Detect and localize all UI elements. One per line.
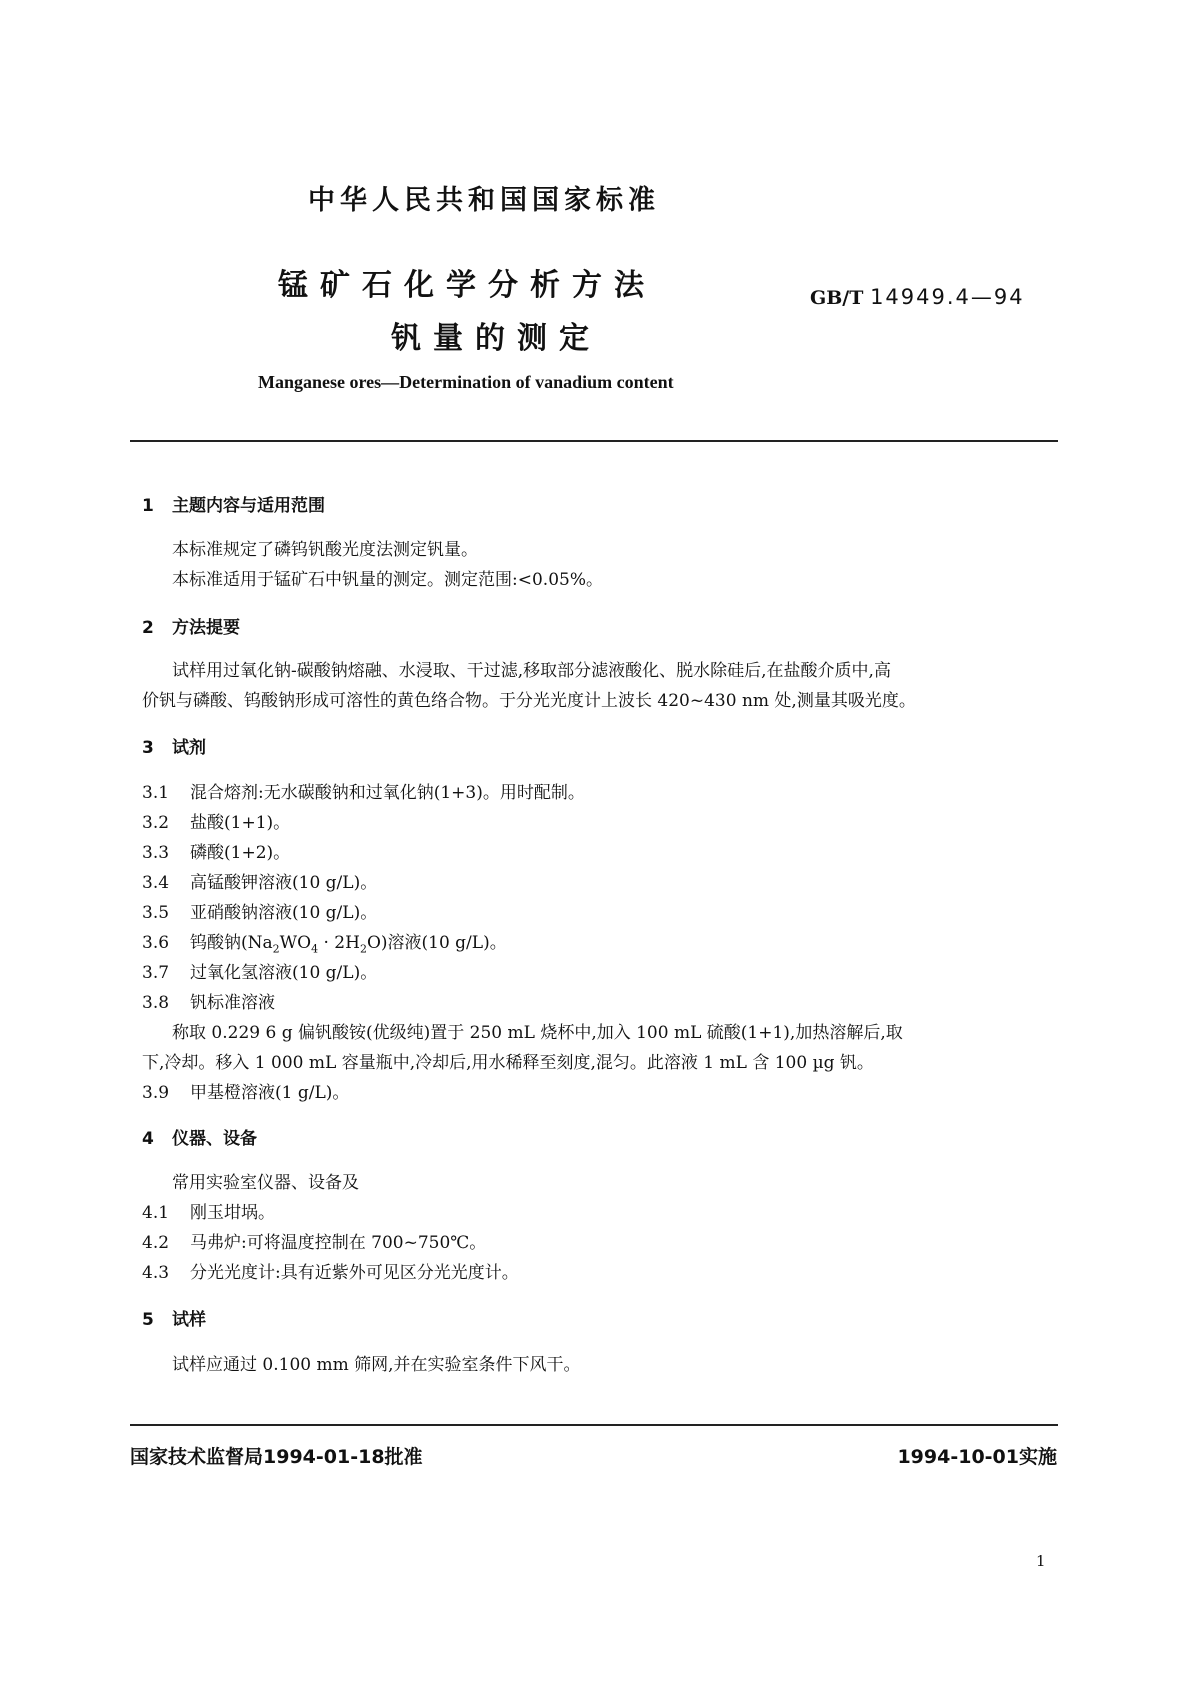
reagent-item-text: 混合熔剂:无水碳酸钠和过氧化钠(1+3)。用时配制。 xyxy=(190,783,585,803)
reagent-item-text: 过氧化氢溶液(10 g/L)。 xyxy=(190,963,378,983)
reagent-item xyxy=(142,988,275,1013)
section-5-title: 试样 xyxy=(172,1310,206,1330)
reagent-item xyxy=(142,898,377,923)
section-1-heading xyxy=(142,491,325,516)
country-standard-heading: 中华人民共和国国家标准 xyxy=(308,185,660,216)
section-2-heading xyxy=(142,613,240,638)
section-2-number: 2 xyxy=(142,618,154,638)
reagent-item-number: 3.4 xyxy=(142,873,170,893)
equipment-item-text: 马弗炉:可将温度控制在 700~750℃。 xyxy=(190,1233,487,1253)
reagent-item-text: 高锰酸钾溶液(10 g/L)。 xyxy=(190,873,378,893)
reagent-item-text xyxy=(190,933,507,956)
reagent-item-text: 甲基橙溶液(1 g/L)。 xyxy=(190,1083,350,1103)
reagent-item xyxy=(142,868,377,893)
formula-part: O)溶液(10 g/L)。 xyxy=(366,933,507,953)
reagent-item-number: 3.9 xyxy=(142,1083,170,1103)
reagent-item-number: 3.1 xyxy=(142,783,170,803)
section-4-title: 仪器、设备 xyxy=(172,1129,257,1149)
reagent-item xyxy=(142,928,507,955)
document-subtitle: 钒量的测定 xyxy=(391,321,601,356)
section-5-paragraph: 试样应通过 0.100 mm 筛网,并在实验室条件下风干。 xyxy=(172,1355,581,1375)
formula-subscript: 2 xyxy=(272,942,280,956)
document-title: 锰矿石化学分析方法 xyxy=(278,268,656,303)
section-4-heading xyxy=(142,1124,257,1149)
equipment-item xyxy=(142,1228,486,1253)
section-2-paragraph-line-1: 试样用过氧化钠-碳酸钠熔融、水浸取、干过滤,移取部分滤液酸化、脱水除硅后,在盐酸介质中,高 xyxy=(172,661,891,681)
section-1-paragraph-1: 本标准规定了磷钨钒酸光度法测定钒量。 xyxy=(172,540,478,560)
section-3-number: 3 xyxy=(142,738,154,758)
formula-part: 钨酸钠(Na xyxy=(190,933,273,953)
approval-date: 国家技术监督局1994-01-18批准 xyxy=(130,1446,423,1468)
standard-code-prefix: GB/T xyxy=(810,287,864,309)
standard-code xyxy=(810,285,1025,309)
reagent-item xyxy=(142,958,377,983)
section-2-title: 方法提要 xyxy=(172,618,240,638)
reagent-item-text: 钒标准溶液 xyxy=(190,993,275,1013)
page-number: 1 xyxy=(1036,1552,1046,1570)
reagent-item xyxy=(142,1078,349,1103)
reagent-item-text: 盐酸(1+1)。 xyxy=(190,813,291,833)
equipment-item xyxy=(142,1258,519,1283)
reagent-item-text: 亚硝酸钠溶液(10 g/L)。 xyxy=(190,903,378,923)
equipment-item xyxy=(142,1198,275,1223)
vanadium-standard-paragraph-line-1: 称取 0.229 6 g 偏钒酸铵(优级纯)置于 250 mL 烧杯中,加入 100 mL 硫酸(1+1),加热溶解后,取 xyxy=(172,1023,903,1043)
section-4-intro: 常用实验室仪器、设备及 xyxy=(172,1173,359,1193)
reagent-item-number: 3.2 xyxy=(142,813,170,833)
reagent-item-number: 3.5 xyxy=(142,903,170,923)
section-1-number: 1 xyxy=(142,496,154,516)
reagent-item-number: 3.8 xyxy=(142,993,170,1013)
section-4-number: 4 xyxy=(142,1129,154,1149)
section-5-heading xyxy=(142,1305,206,1330)
footer-divider xyxy=(130,1424,1058,1426)
equipment-item-number: 4.2 xyxy=(142,1233,170,1253)
formula-subscript: 4 xyxy=(311,942,319,956)
header-divider xyxy=(130,440,1058,442)
formula-part: · 2H xyxy=(318,933,360,953)
equipment-item-number: 4.3 xyxy=(142,1263,170,1283)
reagent-item xyxy=(142,778,585,803)
section-1-title: 主题内容与适用范围 xyxy=(172,496,325,516)
equipment-item-number: 4.1 xyxy=(142,1203,170,1223)
reagent-item xyxy=(142,808,290,833)
section-5-number: 5 xyxy=(142,1310,154,1330)
english-title: Manganese ores—Determination of vanadium content xyxy=(258,372,674,392)
section-3-title: 试剂 xyxy=(172,738,206,758)
section-2-paragraph-line-2: 价钒与磷酸、钨酸钠形成可溶性的黄色络合物。于分光光度计上波长 420~430 nm 处,测量其吸光度。 xyxy=(142,691,916,711)
equipment-item-text: 刚玉坩埚。 xyxy=(190,1203,275,1223)
formula-part: WO xyxy=(279,933,312,953)
reagent-item-number: 3.7 xyxy=(142,963,170,983)
implementation-date: 1994-10-01实施 xyxy=(897,1446,1057,1468)
reagent-item-number: 3.3 xyxy=(142,843,170,863)
equipment-item-text: 分光光度计:具有近紫外可见区分光光度计。 xyxy=(190,1263,519,1283)
reagent-item xyxy=(142,838,290,863)
vanadium-standard-paragraph-line-2: 下,冷却。移入 1 000 mL 容量瓶中,冷却后,用水稀释至刻度,混匀。此溶液 1 mL 含 100 µg 钒。 xyxy=(142,1053,874,1073)
standard-code-number: 14949.4—94 xyxy=(870,285,1025,309)
formula-subscript: 2 xyxy=(359,942,367,956)
reagent-item-text: 磷酸(1+2)。 xyxy=(190,843,291,863)
reagent-item-number: 3.6 xyxy=(142,933,170,953)
section-1-paragraph-2: 本标准适用于锰矿石中钒量的测定。测定范围:<0.05%。 xyxy=(172,570,603,590)
section-3-heading xyxy=(142,733,206,758)
